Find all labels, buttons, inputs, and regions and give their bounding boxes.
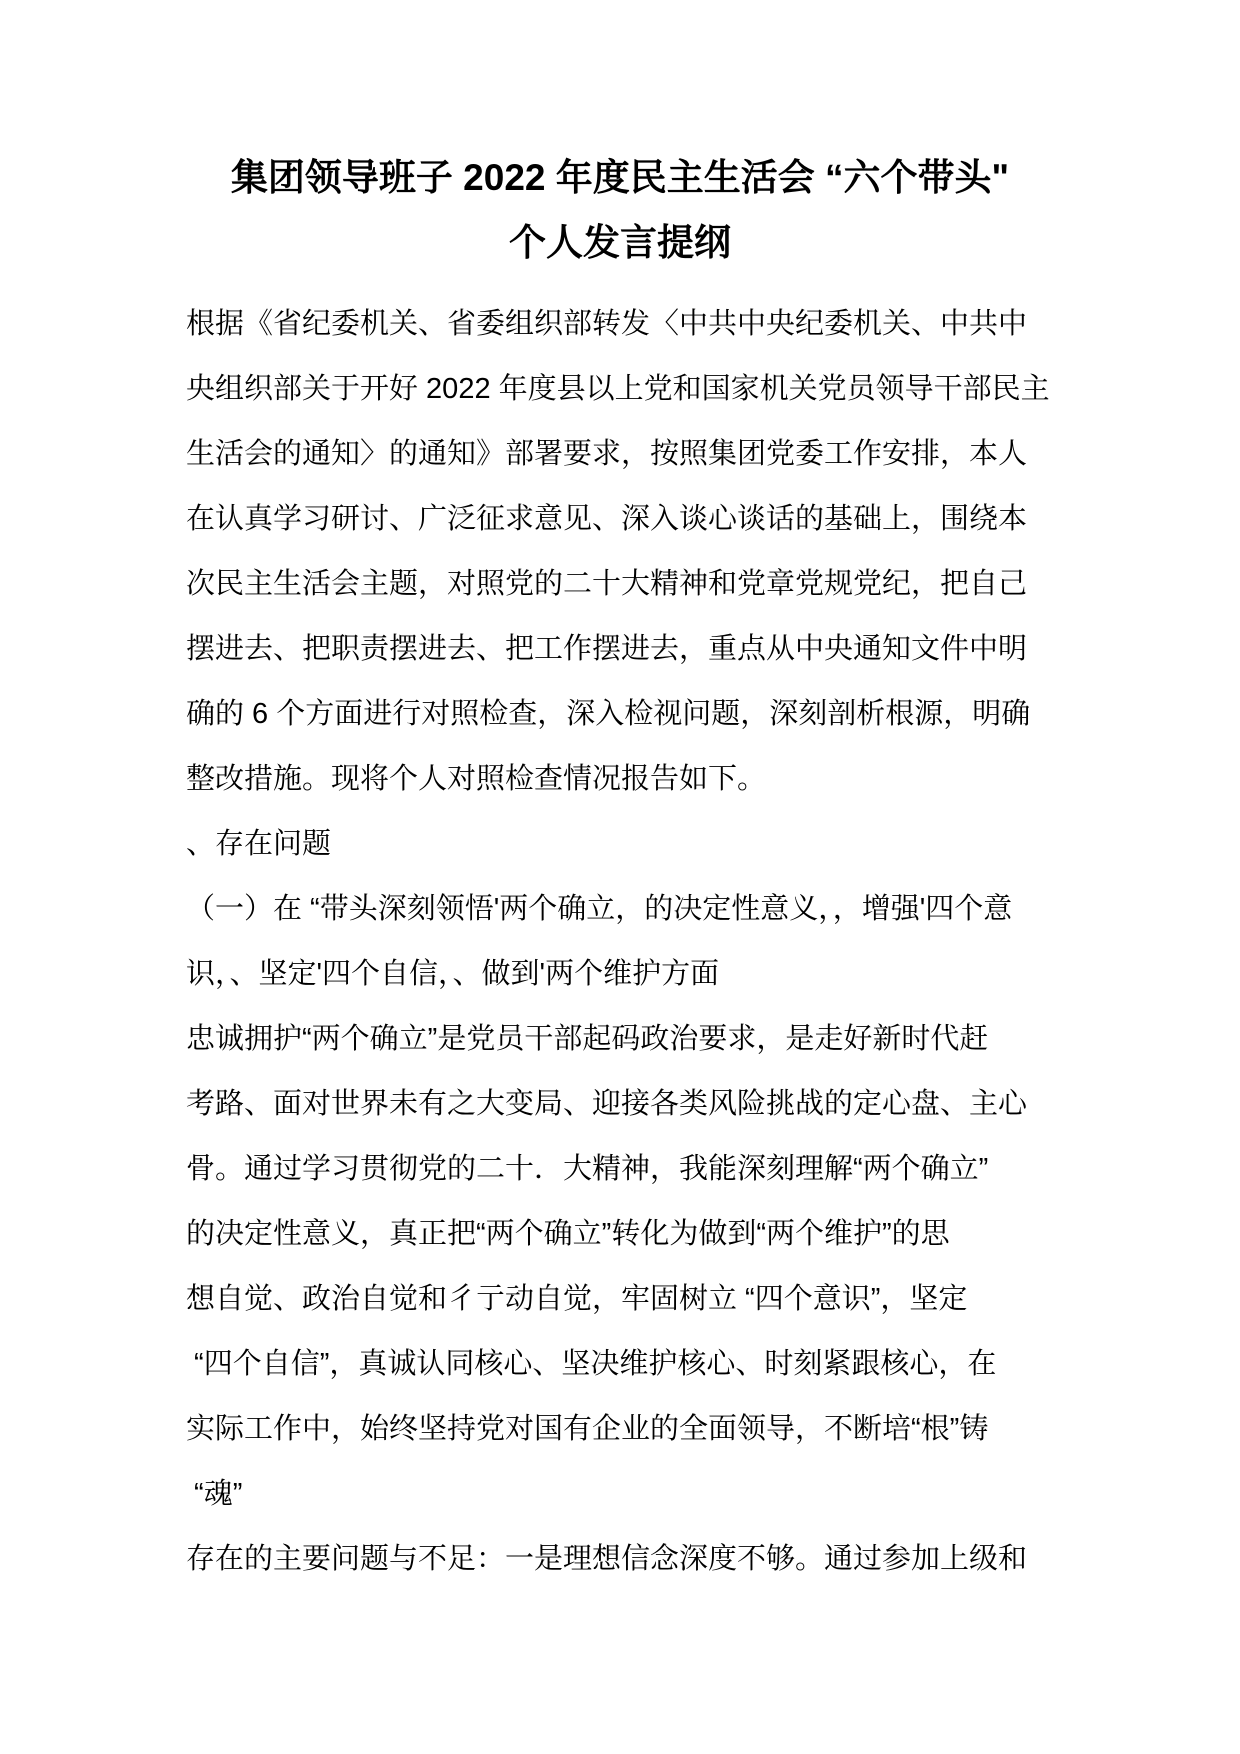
paragraph bbox=[186, 1527, 1054, 1592]
text-line: 、存在问题 bbox=[186, 828, 332, 860]
paragraph bbox=[186, 292, 1054, 812]
text-line: 实际工作中，始终坚持党对国有企业的全面领导，不断培“根”铸 bbox=[186, 1413, 989, 1445]
text-line: 的决定性意义，真正把“两个确立”转化为做到“两个维护”的思 bbox=[186, 1218, 950, 1250]
paragraph bbox=[186, 1007, 1054, 1527]
text-line: 次民主生活会主题，对照党的二十大精神和党章党规党纪，把自己 bbox=[186, 568, 1028, 600]
text-line: “魂” bbox=[186, 1478, 243, 1510]
text-line: 忠诚拥护“两个确立”是党员干部起码政治要求，是走好新时代赶 bbox=[186, 1023, 989, 1055]
text-line: 央组织部关于开好 2022 年度县以上党和国家机关党员领导干部民主 bbox=[186, 373, 1050, 405]
text-line: 在认真学习研讨、广泛征求意见、深入谈心谈话的基础上，围绕本 bbox=[186, 503, 1028, 535]
text-line: 摆进去、把职责摆进去、把工作摆进去，重点从中央通知文件中明 bbox=[186, 633, 1028, 665]
text-line: 骨。通过学习贯彻党的二十．大精神，我能深刻理解“两个确立” bbox=[186, 1153, 989, 1185]
text-line: “四个自信”，真诚认同核心、坚决维护核心、时刻紧跟核心，在 bbox=[186, 1348, 997, 1380]
text-line: 存在的主要问题与不足：一是理想信念深度不够。通过参加上级和 bbox=[186, 1543, 1028, 1575]
text-line: 想自觉、政治自觉和彳亍动自觉，牢固树立 “四个意识”，坚定 bbox=[186, 1283, 968, 1315]
title-line-1: 集团领导班子 2022 年度民主生活会 “六个带头" bbox=[230, 157, 1010, 198]
paragraph bbox=[186, 877, 1054, 1007]
text-line: 整改措施。现将个人对照检查情况报告如下。 bbox=[186, 763, 767, 795]
title-line-2: 个人发言提纲 bbox=[509, 222, 731, 263]
text-line: 生活会的通知〉的通知》部署要求，按照集团党委工作安排，本人 bbox=[186, 438, 1028, 470]
text-line: 根据《省纪委机关、省委组织部转发〈中共中央纪委机关、中共中 bbox=[186, 308, 1028, 340]
document-title bbox=[186, 145, 1054, 275]
text-line: 识，、坚定'四个自信，、做到'两个维护方面 bbox=[186, 958, 720, 990]
paragraph bbox=[186, 812, 1054, 877]
document-body bbox=[186, 292, 1054, 1592]
text-line: 考路、面对世界未有之大变局、迎接各类风险挑战的定心盘、主心 bbox=[186, 1088, 1028, 1120]
text-line: 确的 6 个方面进行对照检查，深入检视问题，深刻剖析根源，明确 bbox=[186, 698, 1031, 730]
text-line: （一）在 “带头深刻领悟'两个确立，的决定性意义，，增强'四个意 bbox=[186, 893, 1013, 925]
